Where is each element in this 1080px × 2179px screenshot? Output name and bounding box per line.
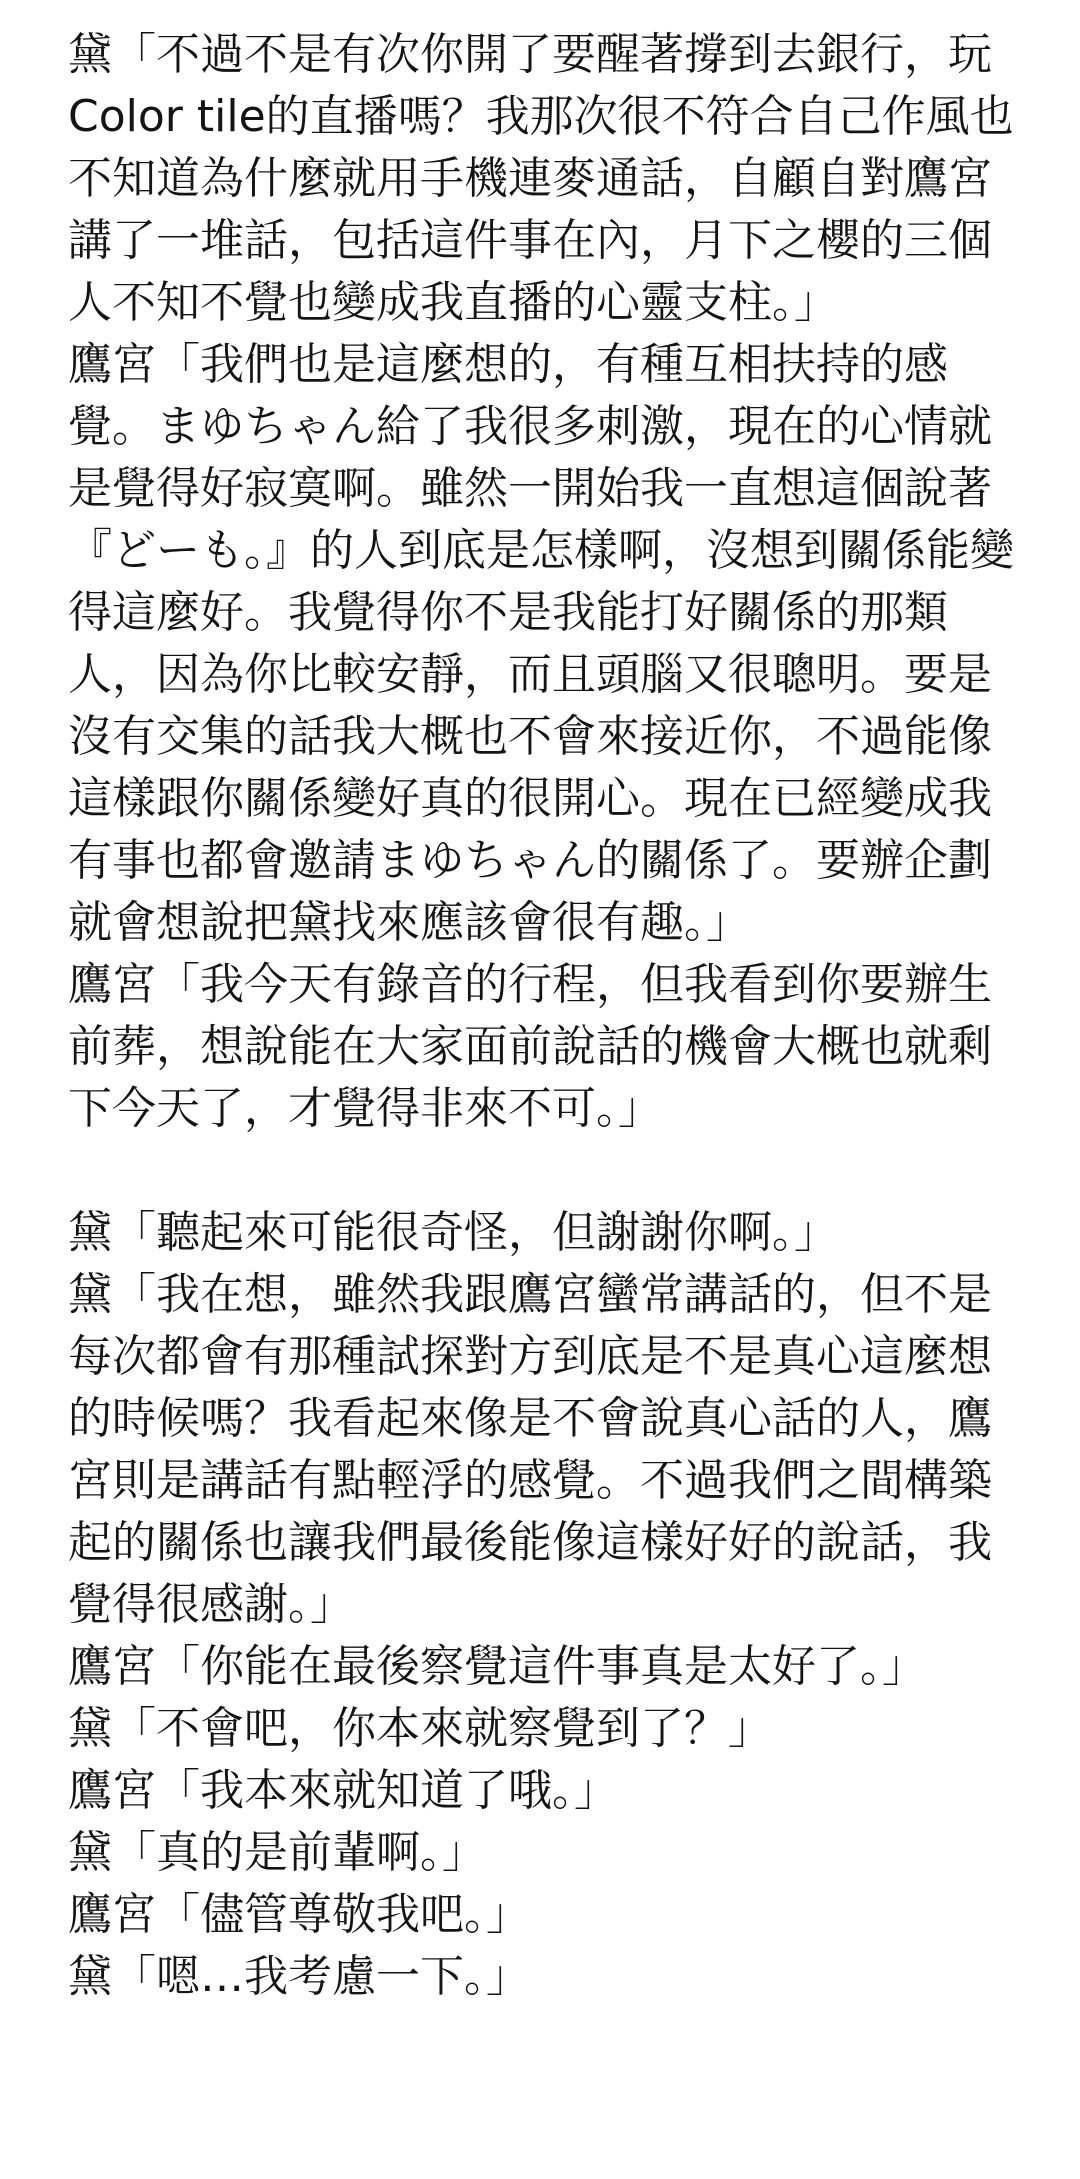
dialogue-paragraph: 鷹宮「你能在最後察覺這件事真是太好了。」	[68, 1641, 926, 1692]
dialogue-paragraph: 黛「聽起來可能很奇怪，但謝謝你啊。」	[68, 1207, 838, 1258]
dialogue-paragraph: 黛「嗯…我考慮一下。」	[68, 1951, 530, 2002]
dialogue-paragraph: 鷹宮「我們也是這麼想的，有種互相扶持的感覺。まゆちゃん給了我很多刺激，現在的心情就是覺得好寂寞啊。雖然一開始我一直想這個說著『どーも。』的人到底是怎樣啊，沒想到關係能變得這麼好。我覺得你不是我能打好關係的那類人，因為你比較安靜，而且頭腦又很聰明。要是沒有交集的話我大概也不會來接近你，不過能像這樣跟你關係變好真的很開心。現在已經變成我有事也都會邀請まゆちゃん的關係了。要辦企劃就會想說把黛找來應該會很有趣。」	[68, 339, 1014, 948]
dialogue-paragraph: 黛「不過不是有次你開了要醒著撐到去銀行，玩Color tile的直播嗎？我那次很不符合自己作風也不知道為什麼就用手機連麥通話，自顧自對鷹宮講了一堆話，包括這件事在內，月下之櫻的三個人不知不覺也變成我直播的心靈支柱。」	[68, 29, 1014, 328]
dialogue-paragraph: 鷹宮「儘管尊敬我吧。」	[68, 1889, 530, 1940]
dialogue-paragraph: 黛「我在想，雖然我跟鷹宮蠻常講話的，但不是每次都會有那種試探對方到底是不是真心這麼想的時候嗎？我看起來像是不會說真心話的人，鷹宮則是講話有點輕浮的感覺。不過我們之間構築起的關係也讓我們最後能像這樣好好的說話，我覺得很感謝。」	[68, 1269, 992, 1630]
dialogue-paragraph: 鷹宮「我本來就知道了哦。」	[68, 1765, 618, 1816]
dialogue-paragraph: 鷹宮「我今天有錄音的行程，但我看到你要辦生前葬，想說能在大家面前說話的機會大概也就剩下今天了，才覺得非來不可。」	[68, 959, 992, 1134]
dialogue-paragraph: 黛「不會吧，你本來就察覺到了？」	[68, 1703, 772, 1754]
paragraph-gap	[68, 1140, 1018, 1202]
dialogue-paragraph: 黛「真的是前輩啊。」	[68, 1827, 486, 1878]
